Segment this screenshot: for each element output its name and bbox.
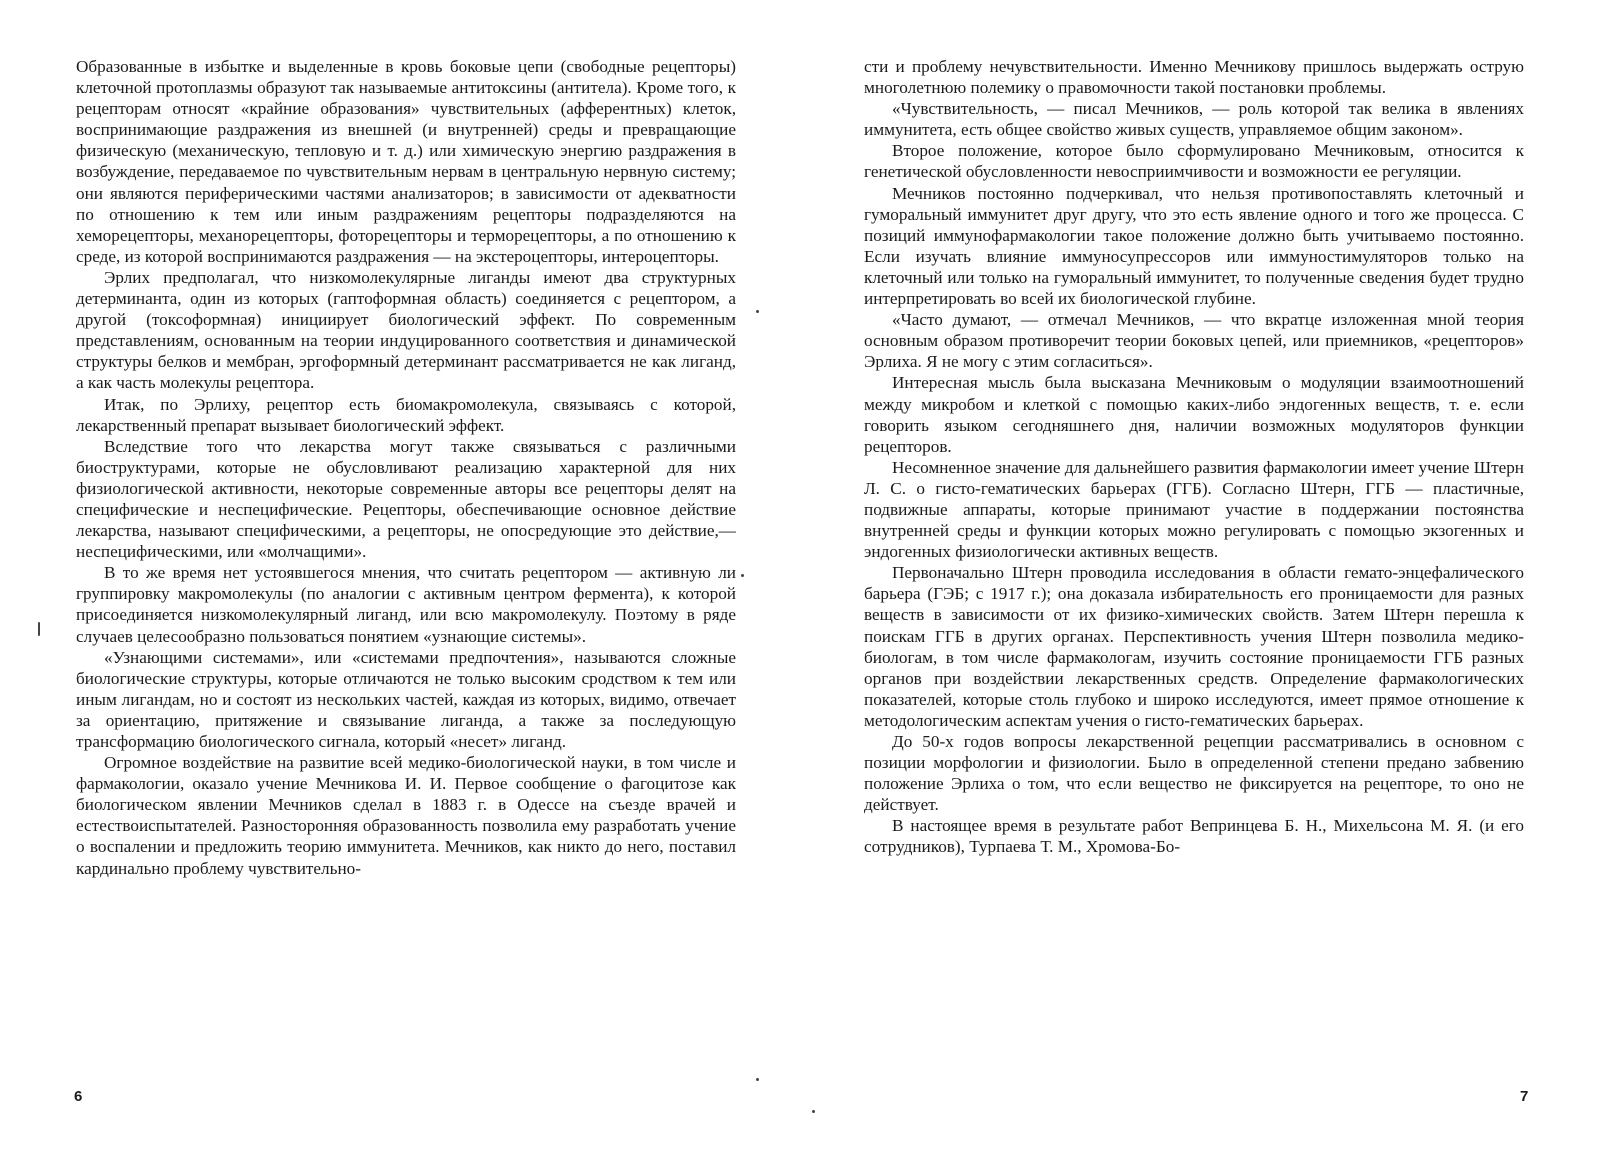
scan-speck (38, 622, 40, 636)
paragraph: Образованные в избытке и выделенные в кровь боковые цепи (свободные рецепторы) клеточной протоплазмы образуют так называемые антитоксины (антитела). Кроме того, к рецепторам относят «крайние образования» чувствительных (афферентных) клеток, воспринимающие раздражения из внешней (и внутренней) среды и превращающие физическую (механическую, тепловую и т. д.) или химическую энергию раздражения в возбуждение, передаваемое по чувствительным нервам в центральную нервную систему; они являются периферическими частями анализаторов; в зависимости от адекватности по отношению к тем или иным раздражениям рецепторы подразделяются на хеморецепторы, механорецепторы, фоторецепторы и терморецепторы, а по отношению к среде, из которой воспринимаются раздражения — на экстероцепторы, интероцепторы. (76, 57, 736, 266)
scan-speck (756, 310, 759, 313)
page-number-left: 6 (74, 1088, 83, 1105)
left-page (76, 56, 736, 879)
scan-speck (756, 1078, 759, 1081)
paragraph: Мечников постоянно подчеркивал, что нельзя противопоставлять клеточный и гуморальный иммунитет друг другу, что это есть явление одного и того же процесса. С позиций иммунофармакологии такое положение должно быть учитываемо постоянно. Если изучать влияние иммуносупрессоров или иммуностимуляторов только на клеточный или только на гуморальный иммунитет, то полученные сведения будет трудно интерпретировать во всей их биологической глубине. (864, 183, 1524, 309)
scan-speck (812, 1110, 815, 1113)
right-page (864, 56, 1524, 858)
paragraph: Итак, по Эрлиху, рецептор есть биомакромолекула, связываясь с которой, лекарственный препарат вызывает биологический эффект. (76, 394, 736, 435)
paragraph: В то же время нет устоявшегося мнения, что считать рецептором — активную ли группировку макромолекулы (по аналогии с активным центром фермента), к которой присоединяется низкомолекулярный лиганд, или всю макромолекулу. Поэтому в ряде случаев целесообразно пользоваться понятием «узнающие системы». (76, 563, 736, 646)
paragraph: Огромное воздействие на развитие всей медико-биологической науки, в том числе и фармакологии, оказало учение Мечникова И. И. Первое сообщение о фагоцитозе как биологическом явлении Мечников сделал в 1883 г. в Одессе на съезде врачей и естествоиспытателей. Разносторонняя образованность позволила ему разработать учение о воспалении и предложить теорию иммунитета. Мечников, как никто до него, поставил кардинально проблему чувствительно- (76, 753, 736, 878)
paragraph: Несомненное значение для дальнейшего развития фармакологии имеет учение Штерн Л. С. о гисто-гематических барьерах (ГГБ). Согласно Штерн, ГГБ — пластичные, подвижные аппараты, которые принимают участие в поддержании постоянства внутренней среды и функции которых можно регулировать с помощью экзогенных и эндогенных физиологически активных веществ. (864, 457, 1524, 562)
paragraph: Второе положение, которое было сформулировано Мечниковым, относится к генетической обусловленности невосприимчивости и возможности ее регуляции. (864, 141, 1524, 182)
paragraph: До 50-х годов вопросы лекарственной рецепции рассматривались в основном с позиции морфологии и физиологии. Было в определенной степени предано забвению положение Эрлиха о том, что если вещество не фиксируется на рецепторе, то оно не действует. (864, 732, 1524, 815)
paragraph: «Узнающими системами», или «системами предпочтения», называются сложные биологические структуры, которые отличаются не только высоким сродством к тем или иным лигандам, но и состоят из нескольких частей, каждая из которых, видимо, отвечает за ориентацию, притяжение и связывание лиганда, а также за последующую трансформацию биологического сигнала, который «несет» лиганд. (76, 647, 736, 751)
paragraph: Первоначально Штерн проводила исследования в области гемато-энцефалического барьера (ГЭБ; с 1917 г.); она доказала избирательность его проницаемости для разных веществ в зависимости от их физико-химических свойств. Затем Штерн перешла к поискам ГГБ в других органах. Перспективность учения Штерн позволила медико-биологам, в том числе фармакологам, изучить состояние проницаемости ГГБ разных органов при воздействии лекарственных средств. Определение фармакологических показателей, которые столь глубоко и широко исследуются, имеет прямое отношение к методологическим аспектам учения о гисто-гематических барьерах. (864, 563, 1524, 730)
paragraph: сти и проблему нечувствительности. Именно Мечникову пришлось выдержать острую многолетнюю полемику о правомочности такой постановки проблемы. (864, 57, 1524, 98)
page-number-right: 7 (1520, 1088, 1529, 1105)
paragraph: Интересная мысль была высказана Мечниковым о модуляции взаимоотношений между микробом и клеткой с помощью каких-либо эндогенных веществ, т. е. если говорить языком сегодняшнего дня, наличии возможных модуляторов функции рецепторов. (864, 373, 1524, 456)
scan-speck (741, 574, 744, 577)
paragraph: Вследствие того что лекарства могут также связываться с различными биоструктурами, которые не обусловливают реализацию характерной для них физиологической активности, некоторые современные авторы все рецепторы делят на специфические и неспецифические. Рецепторы, обеспечивающие основное действие лекарства, называют специфическими, а рецепторы, не опосредующие это действие,— неспецифическими, или «молчащими». (76, 436, 736, 562)
paragraph: В настоящее время в результате работ Вепринцева Б. Н., Михельсона М. Я. (и его сотрудников), Турпаева Т. М., Хромова-Бо- (864, 816, 1524, 857)
paragraph: Эрлих предполагал, что низкомолекулярные лиганды имеют два структурных детерминанта, один из которых (гаптоформная область) соединяется с рецептором, а другой (токсоформная) инициирует биологический эффект. По современным представлениям, основанным на теории индуцированного соответствия и динамической структуры белков и мембран, эргоформный детерминант рассматривается не как лиганд, а как часть молекулы рецептора. (76, 267, 736, 393)
paragraph: «Часто думают, — отмечал Мечников, — что вкратце изложенная мной теория основным образом противоречит теории боковых цепей, или приемников, «рецепторов» Эрлиха. Я не могу с этим согласиться». (864, 310, 1524, 372)
paragraph: «Чувствительность, — писал Мечников, — роль которой так велика в явлениях иммунитета, есть общее свойство живых существ, управляемое общим законом». (864, 99, 1524, 140)
